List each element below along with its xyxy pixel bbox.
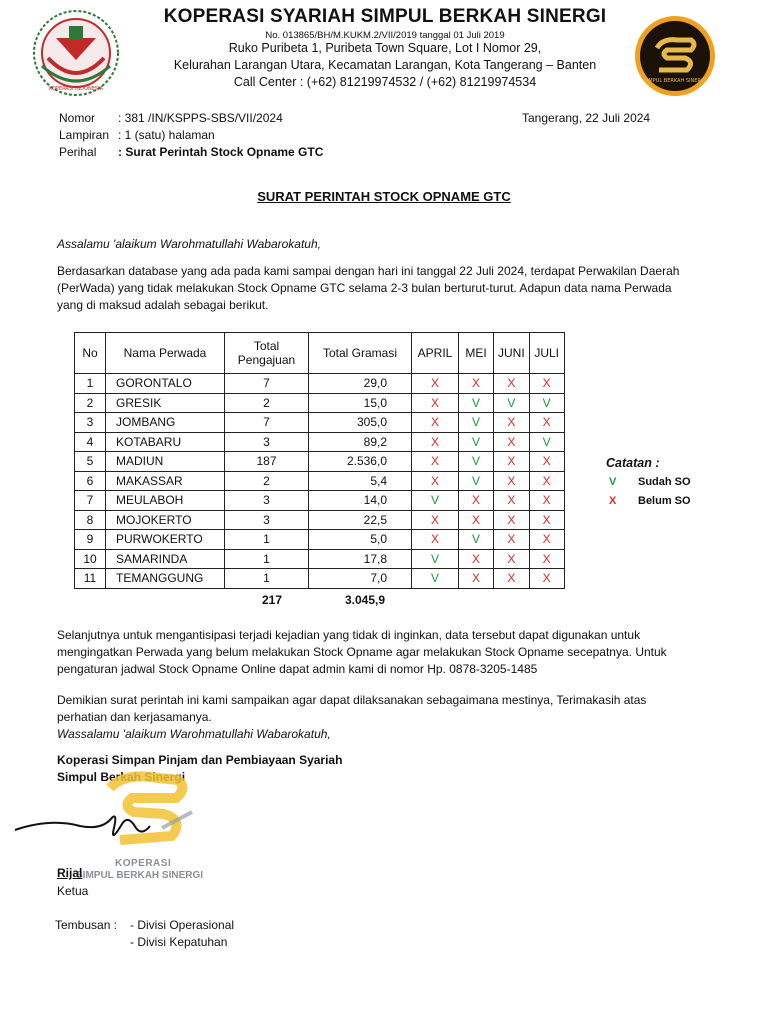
row-april: X — [412, 530, 459, 550]
table-row — [75, 569, 565, 589]
row-juni: X — [494, 374, 530, 394]
row-juni: X — [494, 452, 530, 472]
row-no: 9 — [75, 530, 106, 550]
row-mei: V — [459, 413, 494, 433]
row-gramasi: 5,0 — [309, 530, 412, 550]
table-row — [75, 471, 565, 491]
nomor-label: Nomor — [59, 111, 96, 125]
registration-number: No. 013865/BH/M.KUKM.2/VII/2019 tanggal 01 Juli 2019 — [265, 30, 505, 41]
row-nama: SAMARINDA — [106, 549, 225, 569]
row-no: 1 — [75, 374, 106, 394]
legend-mark-x: X — [609, 495, 617, 507]
header-juni: JUNI — [494, 333, 530, 374]
table-row — [75, 413, 565, 433]
row-total: 2 — [225, 393, 309, 413]
row-no: 2 — [75, 393, 106, 413]
row-mei: X — [459, 491, 494, 511]
row-juli: X — [529, 510, 564, 530]
header-total: Total Pengajuan — [225, 333, 309, 374]
table-row — [75, 432, 565, 452]
row-april: V — [412, 569, 459, 589]
row-mei: X — [459, 374, 494, 394]
row-juli: X — [529, 374, 564, 394]
lampiran-value: : 1 (satu) halaman — [118, 128, 215, 142]
row-april: X — [412, 510, 459, 530]
row-nama: JOMBANG — [106, 413, 225, 433]
row-nama: GRESIK — [106, 393, 225, 413]
table-header-row — [75, 333, 565, 374]
row-no: 5 — [75, 452, 106, 472]
total-gramasi: 3.045,9 — [345, 593, 386, 607]
row-april: X — [412, 413, 459, 433]
row-gramasi: 15,0 — [309, 393, 412, 413]
header-mei: MEI — [459, 333, 494, 374]
legend-label-belum: Belum SO — [638, 495, 691, 507]
row-juli: X — [529, 491, 564, 511]
row-no: 8 — [75, 510, 106, 530]
row-mei: X — [459, 569, 494, 589]
document-title-wrap — [0, 189, 768, 204]
table-row — [75, 510, 565, 530]
row-april: X — [412, 471, 459, 491]
legend-label-sudah: Sudah SO — [638, 476, 691, 488]
row-april: V — [412, 549, 459, 569]
row-juli: V — [529, 393, 564, 413]
row-mei: V — [459, 471, 494, 491]
row-total: 7 — [225, 413, 309, 433]
stamp-line-2: SIMPUL BERKAH SINERGI — [76, 870, 204, 881]
table-row — [75, 374, 565, 394]
row-juni: X — [494, 549, 530, 569]
row-nama: GORONTALO — [106, 374, 225, 394]
row-mei: X — [459, 510, 494, 530]
row-gramasi: 7,0 — [309, 569, 412, 589]
svg-text:SIMPUL BERKAH SINERGI: SIMPUL BERKAH SINERGI — [643, 78, 707, 84]
row-april: X — [412, 374, 459, 394]
row-gramasi: 2.536,0 — [309, 452, 412, 472]
tembusan-item-2: - Divisi Kepatuhan — [130, 935, 228, 949]
perihal-label: Perihal — [59, 145, 97, 159]
row-mei: V — [459, 530, 494, 550]
row-no: 4 — [75, 432, 106, 452]
row-juli: X — [529, 471, 564, 491]
row-april: V — [412, 491, 459, 511]
stamp-line-1: KOPERASI — [115, 858, 172, 869]
header-april: APRIL — [412, 333, 459, 374]
svg-text:KOPERASI INDONESIA: KOPERASI INDONESIA — [48, 86, 104, 92]
row-juli: X — [529, 413, 564, 433]
row-juni: X — [494, 471, 530, 491]
row-no: 7 — [75, 491, 106, 511]
nomor-value: : 381 /IN/KSPPS-SBS/VII/2024 — [118, 111, 283, 125]
header-no: No — [75, 333, 106, 374]
row-juni: X — [494, 413, 530, 433]
row-nama: KOTABARU — [106, 432, 225, 452]
tembusan-item-1: - Divisi Operasional — [130, 918, 235, 932]
row-mei: V — [459, 452, 494, 472]
total-pengajuan: 217 — [262, 593, 283, 607]
row-gramasi: 14,0 — [309, 491, 412, 511]
row-april: X — [412, 432, 459, 452]
table-row — [75, 549, 565, 569]
row-juni: X — [494, 432, 530, 452]
handwritten-signature — [10, 800, 160, 850]
intro-paragraph: Berdasarkan database yang ada pada kami sampai dengan hari ini tanggal 22 Juli 2024, terdapat Perwakilan Daerah (PerWada) yang tidak melakukan Stock Opname GTC selama 2-3 bulan berturut-turut. Adapun data nama Perwada yang di maksud adalah sebagai berikut. — [57, 264, 680, 312]
paragraph-3-text: Demikian surat perintah ini kami sampaikan agar dapat dilaksanakan sebagaimana mestinya, Terimakasih atas perhatian dan kerjasamanya. — [57, 693, 647, 724]
row-juni: X — [494, 530, 530, 550]
row-juli: V — [529, 432, 564, 452]
header-gramasi: Total Gramasi — [309, 333, 412, 374]
row-mei: V — [459, 432, 494, 452]
row-no: 11 — [75, 569, 106, 589]
row-gramasi: 29,0 — [309, 374, 412, 394]
sbs-logo — [633, 14, 717, 98]
koperasi-indonesia-logo — [28, 8, 124, 98]
legend-title: Catatan : — [606, 456, 660, 470]
row-juni: X — [494, 569, 530, 589]
header-nama: Nama Perwada — [106, 333, 225, 374]
row-gramasi: 89,2 — [309, 432, 412, 452]
row-total: 3 — [225, 510, 309, 530]
row-total: 2 — [225, 471, 309, 491]
row-total: 1 — [225, 549, 309, 569]
paragraph-2: Selanjutnya untuk mengantisipasi terjadi kejadian yang tidak di inginkan, data tersebut dapat digunakan untuk mengingatkan Perwada yang belum melakukan Stock Opname agar melakukan Stock Opname secepatnya. Untuk pengaturan jadwal Stock Opname Online dapat admin kami di nomor Hp. 0878-3205-1485 — [57, 628, 667, 676]
row-juni: X — [494, 510, 530, 530]
row-gramasi: 22,5 — [309, 510, 412, 530]
header-juli: JULI — [529, 333, 564, 374]
row-juli: X — [529, 549, 564, 569]
signer-title: Ketua — [57, 884, 89, 898]
perwada-table — [74, 332, 565, 589]
call-center: Call Center : (+62) 81219974532 / (+62) 81219974534 — [233, 75, 537, 89]
row-juli: X — [529, 452, 564, 472]
signer-name: Rijal — [57, 866, 83, 880]
row-no: 6 — [75, 471, 106, 491]
greeting: Assalamu 'alaikum Warohmatullahi Wabarokatuh, — [57, 237, 321, 251]
lampiran-label: Lampiran — [59, 128, 110, 142]
table-row — [75, 452, 565, 472]
row-nama: MEULABOH — [106, 491, 225, 511]
row-juni: V — [494, 393, 530, 413]
table-row — [75, 530, 565, 550]
letter-date: Tangerang, 22 Juli 2024 — [522, 111, 651, 125]
org-name: KOPERASI SYARIAH SIMPUL BERKAH SINERGI — [163, 6, 607, 27]
row-total: 7 — [225, 374, 309, 394]
paragraph-3 — [57, 692, 699, 743]
row-mei: V — [459, 393, 494, 413]
row-juli: X — [529, 530, 564, 550]
table-row — [75, 491, 565, 511]
row-gramasi: 5,4 — [309, 471, 412, 491]
signature-org-line1: Koperasi Simpan Pinjam dan Pembiayaan Syariah — [57, 753, 343, 767]
row-nama: MADIUN — [106, 452, 225, 472]
table-row — [75, 393, 565, 413]
row-no: 10 — [75, 549, 106, 569]
address-line-1: Ruko Puribeta 1, Puribeta Town Square, Lot I Nomor 29, — [228, 41, 542, 55]
row-no: 3 — [75, 413, 106, 433]
address-line-2: Kelurahan Larangan Utara, Kecamatan Larangan, Kota Tangerang – Banten — [173, 58, 597, 72]
row-nama: TEMANGGUNG — [106, 569, 225, 589]
perihal-value: : Surat Perintah Stock Opname GTC — [118, 145, 324, 159]
row-juni: X — [494, 491, 530, 511]
legend-mark-v: V — [609, 476, 617, 488]
tembusan-label: Tembusan : — [55, 918, 118, 932]
row-april: X — [412, 452, 459, 472]
row-total: 3 — [225, 491, 309, 511]
row-total: 1 — [225, 530, 309, 550]
signature-org-line2: Simpul Berkah Sinergi — [57, 770, 186, 784]
row-mei: X — [459, 549, 494, 569]
row-nama: MOJOKERTO — [106, 510, 225, 530]
row-total: 3 — [225, 432, 309, 452]
row-juli: X — [529, 569, 564, 589]
row-nama: MAKASSAR — [106, 471, 225, 491]
row-gramasi: 17,8 — [309, 549, 412, 569]
row-gramasi: 305,0 — [309, 413, 412, 433]
row-nama: PURWOKERTO — [106, 530, 225, 550]
closing-salam: Wassalamu 'alaikum Warohmatullahi Wabarokatuh, — [57, 727, 331, 741]
document-title: SURAT PERINTAH STOCK OPNAME GTC — [257, 189, 511, 204]
row-total: 187 — [225, 452, 309, 472]
row-april: X — [412, 393, 459, 413]
row-total: 1 — [225, 569, 309, 589]
